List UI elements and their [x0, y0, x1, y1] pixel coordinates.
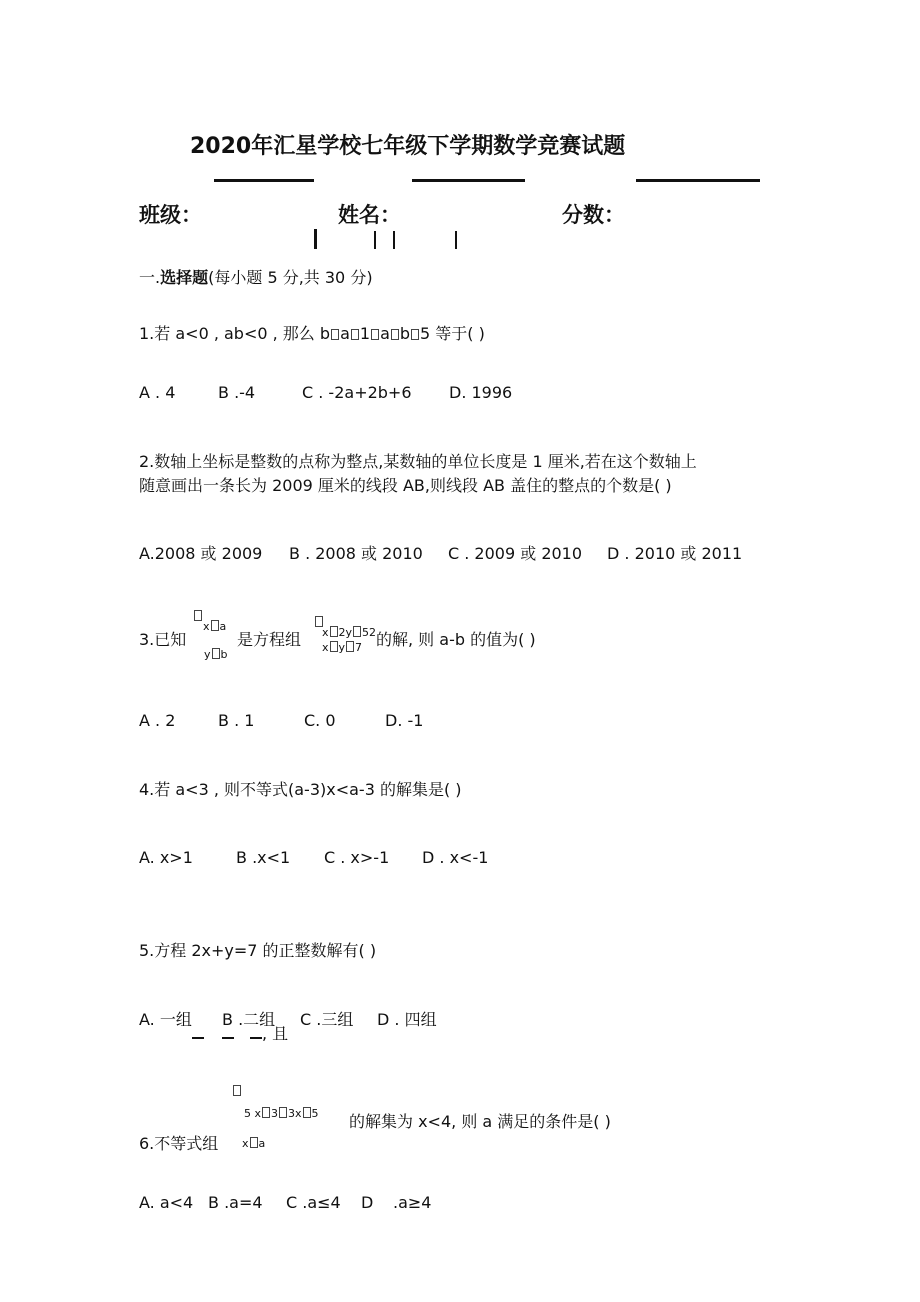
q3-system-2-line-2: x y 7 — [322, 641, 363, 654]
missing-glyph-icon — [351, 329, 359, 340]
missing-glyph-icon — [303, 1107, 311, 1118]
q2-option-a: A.2008 或 2009 — [139, 544, 263, 563]
q5-option-a: A. 一组 — [139, 1010, 192, 1029]
question-1-stem: 1.若 a<0 , ab<0 , 那么 b a 1 a b 5 等于( ) — [139, 324, 485, 343]
q5-stray-text: , 且 — [262, 1024, 289, 1043]
name-label: 姓名： — [338, 203, 401, 227]
name-underline — [412, 179, 525, 182]
question-4-stem: 4.若 a<3 , 则不等式(a-3)x<a-3 的解集是( ) — [139, 780, 462, 799]
q6-system-line-1: 5 x 3 3x 5 — [244, 1107, 319, 1120]
bar-mark — [455, 231, 457, 249]
missing-glyph-icon — [279, 1107, 287, 1118]
missing-glyph-icon — [391, 329, 399, 340]
q1-option-a: A . 4 — [139, 383, 176, 402]
q1-option-c: C . -2a+2b+6 — [302, 383, 412, 402]
missing-glyph-icon — [411, 329, 419, 340]
page-title: 2020年汇星学校七年级下学期数学竞赛试题 — [190, 134, 626, 159]
missing-glyph-icon — [331, 329, 339, 340]
question-2-line-1: 2.数轴上坐标是整数的点称为整点,某数轴的单位长度是 1 厘米,若在这个数轴上 — [139, 452, 697, 471]
q5-option-c: C .三组 — [300, 1010, 354, 1029]
q4-option-b: B .x<1 — [236, 848, 291, 867]
q5-option-d: D . 四组 — [377, 1010, 437, 1029]
q3-middle: 是方程组 — [237, 630, 302, 649]
bar-mark — [314, 229, 317, 249]
class-underline — [214, 179, 314, 182]
q3-system-1-line-1: x a — [203, 620, 227, 633]
dash-mark — [222, 1037, 234, 1039]
q3-option-c: C. 0 — [304, 711, 336, 730]
q5-option-b: B .二组 — [222, 1010, 276, 1029]
bar-mark — [374, 231, 376, 249]
score-underline — [636, 179, 760, 182]
q2-option-c: C . 2009 或 2010 — [448, 544, 583, 563]
brace-glyph-icon — [233, 1085, 241, 1096]
section-name: 选择题 — [160, 268, 209, 287]
q1-option-b: B .-4 — [218, 383, 256, 402]
question-5-stem: 5.方程 2x+y=7 的正整数解有( ) — [139, 941, 377, 960]
missing-glyph-icon — [212, 648, 220, 659]
q3-option-a: A . 2 — [139, 711, 176, 730]
missing-glyph-icon — [250, 1137, 258, 1148]
q6-system-line-2: x a — [242, 1137, 266, 1150]
missing-glyph-icon — [330, 641, 338, 652]
missing-glyph-icon — [346, 641, 354, 652]
q6-prefix: 6.不等式组 — [139, 1134, 219, 1153]
missing-glyph-icon — [330, 626, 338, 637]
q3-option-d: D. -1 — [385, 711, 424, 730]
score-label: 分数： — [562, 203, 625, 227]
dash-mark — [192, 1037, 204, 1039]
q3-suffix: 的解, 则 a-b 的值为( ) — [376, 630, 536, 649]
dash-mark — [250, 1037, 262, 1039]
q6-option-c: C .a≤4 — [286, 1193, 341, 1212]
bar-mark — [393, 231, 395, 249]
section-heading — [139, 268, 373, 288]
missing-glyph-icon — [371, 329, 379, 340]
class-label: 班级： — [139, 203, 202, 227]
q6-suffix: 的解集为 x<4, 则 a 满足的条件是( ) — [349, 1112, 611, 1131]
q3-system-2-line-1: x 2y 52 — [322, 626, 377, 639]
q6-option-a: A. a<4 — [139, 1193, 194, 1212]
section-prefix: 一. — [139, 268, 161, 287]
missing-glyph-icon — [211, 620, 219, 631]
missing-glyph-icon — [262, 1107, 270, 1118]
section-note: (每小题 5 分,共 30 分) — [208, 268, 373, 287]
missing-glyph-icon — [353, 626, 361, 637]
q6-option-d-value: .a≥4 — [393, 1193, 432, 1212]
q6-option-b: B .a=4 — [208, 1193, 263, 1212]
q2-option-b: B . 2008 或 2010 — [289, 544, 423, 563]
q4-option-d: D . x<-1 — [422, 848, 489, 867]
question-2-line-2: 随意画出一条长为 2009 厘米的线段 AB,则线段 AB 盖住的整点的个数是( ) — [139, 476, 672, 495]
brace-glyph-icon — [194, 610, 202, 621]
q1-option-d: D. 1996 — [449, 383, 513, 402]
q4-option-c: C . x>-1 — [324, 848, 390, 867]
q3-option-b: B . 1 — [218, 711, 255, 730]
q3-prefix: 3.已知 — [139, 630, 187, 649]
q2-option-d: D . 2010 或 2011 — [607, 544, 743, 563]
q4-option-a: A. x>1 — [139, 848, 193, 867]
q6-option-d-letter: D — [361, 1193, 374, 1212]
q3-system-1-line-2: y b — [204, 648, 228, 661]
